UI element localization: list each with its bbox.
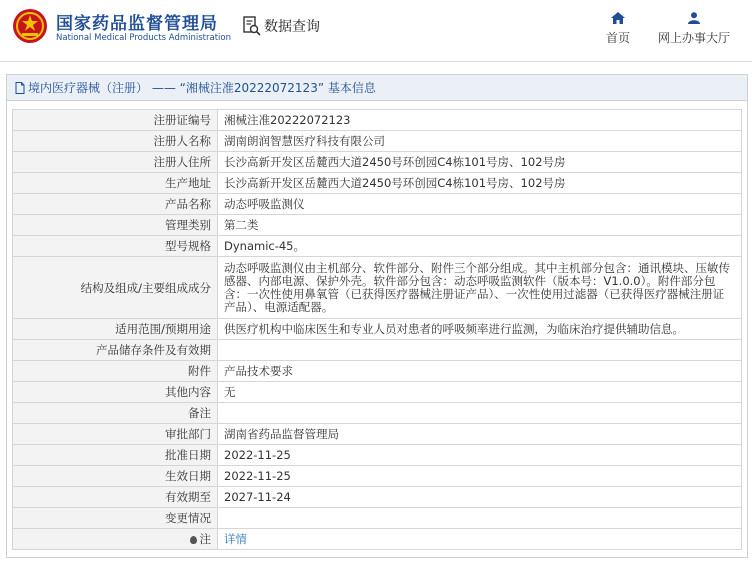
document-icon [15, 82, 25, 94]
site-header [0, 0, 752, 62]
row-value: 长沙高新开发区岳麓西大道2450号环创园C4栋101号房、102号房 [218, 173, 742, 194]
row-value [218, 508, 742, 529]
row-label: 批准日期 [13, 445, 218, 466]
row-label: 有效期至 [13, 487, 218, 508]
row-label: 审批部门 [13, 424, 218, 445]
row-label: 结构及组成/主要组成成分 [13, 257, 218, 319]
row-value [218, 340, 742, 361]
table-row [13, 319, 742, 340]
data-query-label: 数据查询 [264, 19, 320, 35]
table-row [13, 487, 742, 508]
national-emblem-logo[interactable] [12, 8, 48, 44]
row-label: 生效日期 [13, 466, 218, 487]
lightbulb-icon [190, 536, 197, 544]
row-label: 适用范围/预期用途 [13, 319, 218, 340]
nav-home[interactable] [606, 12, 630, 46]
table-row [13, 529, 742, 550]
table-row [13, 445, 742, 466]
home-icon [611, 12, 625, 24]
table-row [13, 508, 742, 529]
table-row [13, 424, 742, 445]
table-row [13, 173, 742, 194]
row-value: 长沙高新开发区岳麓西大道2450号环创园C4栋101号房、102号房 [218, 152, 742, 173]
table-row [13, 152, 742, 173]
row-label: 附件 [13, 361, 218, 382]
row-value: 供医疗机构中临床医生和专业人员对患者的呼吸频率进行监测，为临床治疗提供辅助信息。 [218, 319, 742, 340]
table-row [13, 215, 742, 236]
note-label: 注 [199, 532, 211, 546]
table-row [13, 257, 742, 319]
row-value: 2022-11-25 [218, 445, 742, 466]
table-row [13, 382, 742, 403]
row-label: 管理类别 [13, 215, 218, 236]
row-value [218, 403, 742, 424]
breadcrumb [7, 75, 747, 101]
detail-panel [6, 74, 748, 558]
row-label: 备注 [13, 403, 218, 424]
nav-home-label: 首页 [606, 31, 631, 45]
table-row [13, 403, 742, 424]
site-title: 国家药品监督管理局 [56, 14, 218, 34]
row-value: 2022-11-25 [218, 466, 742, 487]
row-value: 2027-11-24 [218, 487, 742, 508]
registration-info-table [12, 109, 742, 550]
row-label: 注册人名称 [13, 131, 218, 152]
row-label: 其他内容 [13, 382, 218, 403]
row-value: Dynamic-45。 [218, 236, 742, 257]
table-row [13, 194, 742, 215]
row-value: 无 [218, 382, 742, 403]
row-value: 动态呼吸监测仪 [218, 194, 742, 215]
row-value: 产品技术要求 [218, 361, 742, 382]
breadcrumb-text: 境内医疗器械（注册） —— “湘械注准20222072123” 基本信息 [28, 81, 376, 95]
row-label: 变更情况 [13, 508, 218, 529]
row-value: 湖南朗润智慧医疗科技有限公司 [218, 131, 742, 152]
row-label: 产品储存条件及有效期 [13, 340, 218, 361]
note-label-cell [13, 529, 218, 550]
table-row [13, 236, 742, 257]
table-row [13, 110, 742, 131]
row-label: 生产地址 [13, 173, 218, 194]
details-link[interactable]: 详情 [218, 529, 742, 550]
row-label: 注册人住所 [13, 152, 218, 173]
document-search-icon [242, 16, 262, 36]
row-value: 湘械注准20222072123 [218, 110, 742, 131]
nav-online-office[interactable] [658, 12, 730, 46]
table-row [13, 340, 742, 361]
table-row [13, 361, 742, 382]
row-label: 注册证编号 [13, 110, 218, 131]
row-label: 产品名称 [13, 194, 218, 215]
data-query-link[interactable] [242, 16, 320, 36]
table-row [13, 131, 742, 152]
table-row [13, 466, 742, 487]
row-label: 型号规格 [13, 236, 218, 257]
row-value: 动态呼吸监测仪由主机部分、软件部分、附件三个部分组成。其中主机部分包含：通讯模块、压敏传感器、内部电源、保护外壳。软件部分包含：动态呼吸监测软件（版本号：V1.0.0）。附件部分包含：一次性使用鼻氧管（已获得医疗器械注册证产品）、一次性使用过滤器（已获得医疗器械注册证产品）、电源适配器。 [218, 257, 742, 319]
row-value: 湖南省药品监督管理局 [218, 424, 742, 445]
user-icon [688, 12, 700, 24]
row-value: 第二类 [218, 215, 742, 236]
site-subtitle: National Medical Products Administration [56, 33, 231, 43]
nav-online-office-label: 网上办事大厅 [658, 31, 731, 45]
